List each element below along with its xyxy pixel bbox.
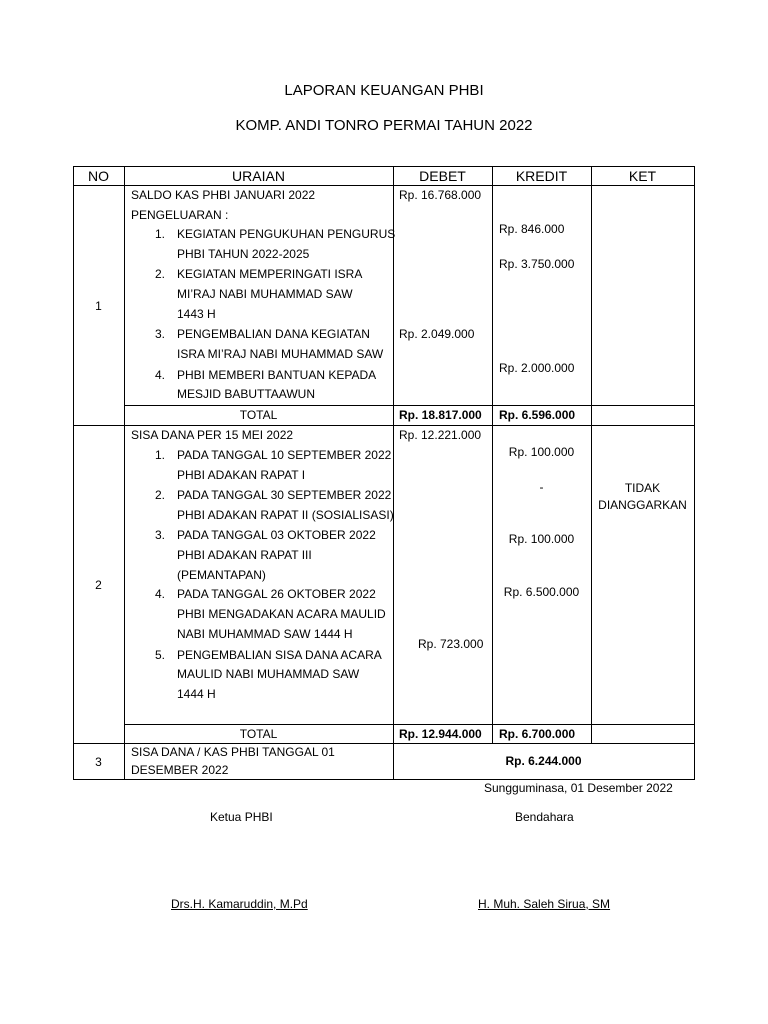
uraian-line: 1443 H [177, 307, 216, 321]
treasurer-name: H. Muh. Saleh Sirua, SM [478, 897, 611, 911]
header-ket: KET [628, 168, 657, 184]
uraian-line: PADA TANGGAL 26 OKTOBER 2022 [177, 587, 376, 601]
total-label: TOTAL [239, 727, 278, 741]
place-date: Sungguminasa, 01 Desember 2022 [484, 781, 673, 795]
header-debet: DEBET [419, 168, 466, 184]
col-rule-uraian [124, 166, 125, 780]
finance-table [73, 166, 695, 780]
item-number: 4. [155, 587, 166, 601]
treasurer-role: Bendahara [515, 810, 574, 824]
item-number: 2. [155, 267, 166, 281]
item-number: 2. [155, 488, 166, 502]
total-kredit: Rp. 6.596.000 [499, 408, 576, 422]
uraian-line: PENGEMBALIAN SISA DANA ACARA [177, 648, 382, 662]
uraian-line: NABI MUHAMMAD SAW 1444 H [177, 627, 353, 641]
uraian-line: MAULID NABI MUHAMMAD SAW [177, 667, 360, 681]
total-label: TOTAL [239, 408, 278, 422]
kredit-value: Rp. 2.000.000 [499, 361, 575, 375]
uraian-line: SISA DANA PER 15 MEI 2022 [131, 428, 294, 442]
ket-value: DIANGGARKAN [598, 498, 687, 512]
ket-value: TIDAK [624, 481, 661, 495]
col-rule-debet [393, 166, 394, 780]
uraian-line: PHBI MEMBERI BANTUAN KEPADA [177, 368, 377, 382]
final-balance: Rp. 6.244.000 [505, 754, 582, 768]
item-number: 4. [155, 368, 166, 382]
uraian-line: KEGIATAN PENGUKUHAN PENGURUS [177, 227, 396, 241]
debet-value: Rp. 16.768.000 [399, 188, 482, 202]
total-debet: Rp. 18.817.000 [399, 408, 482, 422]
uraian-line: DESEMBER 2022 [131, 763, 229, 777]
kredit-value: Rp. 3.750.000 [499, 257, 575, 271]
row-no-3: 3 [95, 755, 102, 769]
debet-value: Rp. 2.049.000 [399, 327, 475, 341]
item-number: 3. [155, 528, 166, 542]
table-border-right [694, 166, 695, 780]
kredit-value: Rp. 6.500.000 [503, 585, 580, 599]
header-kredit: KREDIT [515, 168, 568, 184]
uraian-line: PENGEMBALIAN DANA KEGIATAN [177, 327, 370, 341]
uraian-line: PHBI MENGADAKAN ACARA MAULID [177, 607, 386, 621]
uraian-line: PHBI ADAKAN RAPAT I [177, 468, 306, 482]
debet-value: Rp. 12.221.000 [399, 428, 482, 442]
item-number: 1. [155, 448, 166, 462]
kredit-value: - [539, 480, 544, 494]
kredit-value: Rp. 100.000 [508, 532, 575, 546]
header-no: NO [88, 168, 109, 184]
report-title: LAPORAN KEUANGAN PHBI [284, 82, 484, 99]
total-kredit: Rp. 6.700.000 [499, 727, 576, 741]
header-uraian: URAIAN [232, 168, 285, 184]
uraian-line: MESJID BABUTTAAWUN [177, 387, 316, 401]
debet-value: Rp. 723.000 [418, 637, 484, 651]
total-debet: Rp. 12.944.000 [399, 727, 482, 741]
item-number: 3. [155, 327, 166, 341]
uraian-line: PHBI ADAKAN RAPAT II (SOSIALISASI) [177, 508, 394, 522]
report-subtitle: KOMP. ANDI TONRO PERMAI TAHUN 2022 [235, 117, 533, 134]
col-rule-ket [591, 166, 592, 743]
uraian-line: KEGIATAN MEMPERINGATI ISRA [177, 267, 363, 281]
row-no-1: 1 [95, 299, 102, 313]
uraian-line: PHBI TAHUN 2022-2025 [177, 247, 310, 261]
kredit-value: Rp. 100.000 [508, 445, 575, 459]
uraian-line: SALDO KAS PHBI JANUARI 2022 [131, 188, 316, 202]
item-number: 1. [155, 227, 166, 241]
table-border-left [73, 166, 74, 780]
uraian-line: 1444 H [177, 687, 216, 701]
uraian-line: PADA TANGGAL 30 SEPTEMBER 2022 [177, 488, 392, 502]
uraian-line: SISA DANA / KAS PHBI TANGGAL 01 [131, 745, 335, 759]
item-number: 5. [155, 648, 166, 662]
uraian-line: MI’RAJ NABI MUHAMMAD SAW [177, 287, 353, 301]
uraian-line: ISRA MI’RAJ NABI MUHAMMAD SAW [177, 347, 384, 361]
uraian-line: PADA TANGGAL 10 SEPTEMBER 2022 [177, 448, 392, 462]
uraian-line: PADA TANGGAL 03 OKTOBER 2022 [177, 528, 376, 542]
row-no-2: 2 [95, 578, 102, 592]
chair-role: Ketua PHBI [210, 810, 273, 824]
kredit-value: Rp. 846.000 [499, 222, 565, 236]
table-border-bottom [73, 779, 695, 780]
chair-name: Drs.H. Kamaruddin, M.Pd [171, 897, 308, 911]
uraian-line: (PEMANTAPAN) [177, 568, 266, 582]
uraian-line: PENGELUARAN : [131, 208, 229, 222]
uraian-line: PHBI ADAKAN RAPAT III [177, 548, 312, 562]
